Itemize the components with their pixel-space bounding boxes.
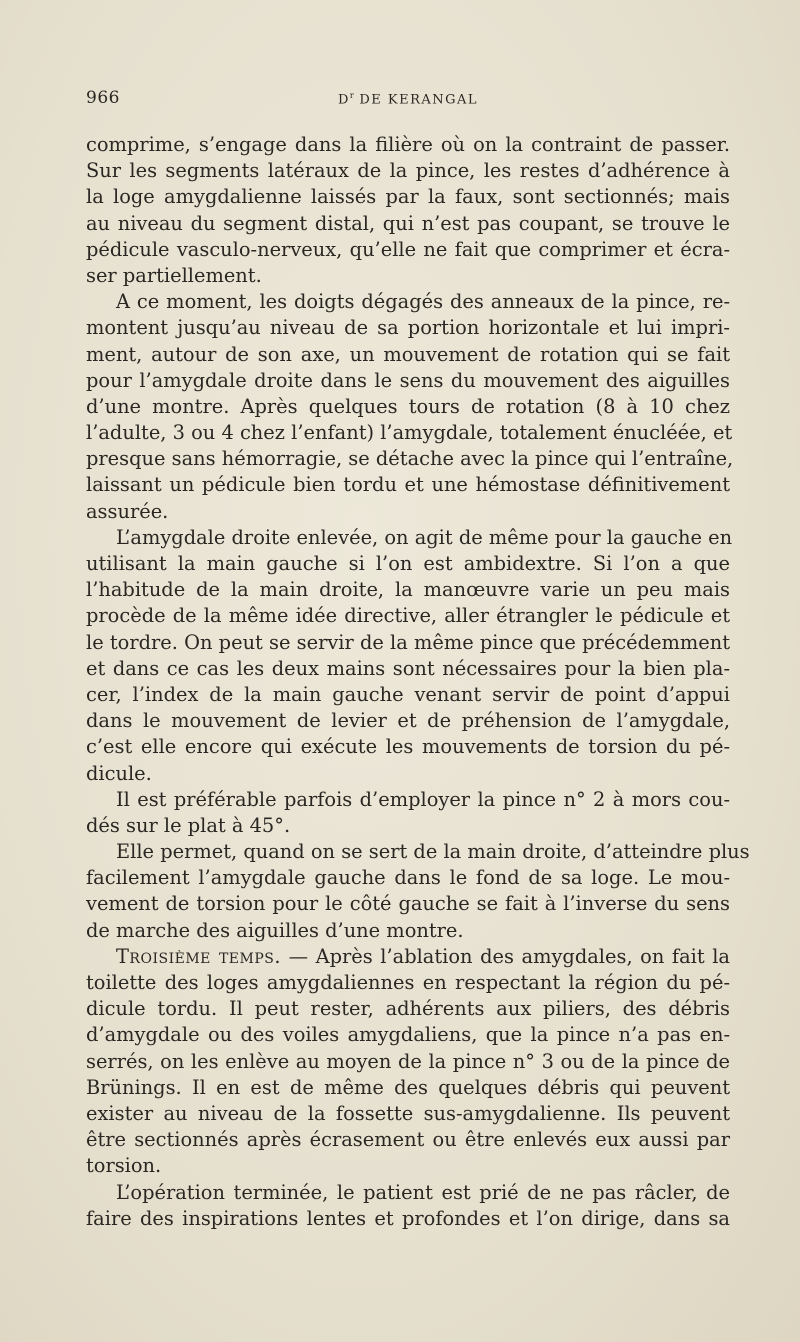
running-head xyxy=(86,91,730,107)
text-line: L’opération terminée, le patient est prié de ne pas râcler, de xyxy=(116,1180,730,1204)
text-line: dans le mouvement de levier et de préhension de l’amygdale, xyxy=(86,709,730,733)
text-line: faire des inspirations lentes et profondes et l’on dirige, dans sa xyxy=(86,1206,730,1230)
text-line: serrés, on les enlève au moyen de la pince n° 3 ou de la pince de xyxy=(86,1049,730,1073)
text-line: ser partiellement. xyxy=(86,263,262,287)
text-line: dicule. xyxy=(86,761,152,785)
author-sup: r xyxy=(349,91,354,100)
text-line: Brünings. Il en est de même des quelques débris qui peuvent xyxy=(86,1075,730,1099)
text-line: Il est préférable parfois d’employer la pince n° 2 à mors cou- xyxy=(116,787,730,811)
text-line: facilement l’amygdale gauche dans le fond de sa loge. Le mou- xyxy=(86,866,730,890)
text-line: dicule tordu. Il peut rester, adhérents aux piliers, des débris xyxy=(86,997,730,1021)
text-line: ment, autour de son axe, un mouvement de rotation qui se fait xyxy=(86,342,730,366)
text-line: utilisant la main gauche si l’on est ambidextre. Si l’on a que xyxy=(86,552,730,575)
text-line: cer, l’index de la main gauche venant servir de point d’appui xyxy=(86,682,730,706)
text-line: assurée. xyxy=(86,499,169,523)
page-header xyxy=(86,88,730,114)
text-line: dés sur le plat à 45°. xyxy=(86,813,291,837)
text-line: au niveau du segment distal, qui n’est pas coupant, se trouve le xyxy=(86,211,730,235)
text-line: c’est elle encore qui exécute les mouvements de torsion du pé- xyxy=(86,735,730,759)
text-line: torsion. xyxy=(86,1154,162,1178)
text-line: le tordre. On peut se servir de la même pince que précédemment xyxy=(86,630,730,654)
text-line: montent jusqu’au niveau de sa portion horizontale et lui impri- xyxy=(86,316,730,340)
text-line: — Après l’ablation des amygdales, on fait la xyxy=(281,944,730,968)
text-line: de marche des aiguilles d’une montre. xyxy=(86,918,464,942)
text-line: Elle permet, quand on se sert de la main droite, d’atteindre plus xyxy=(116,840,750,864)
text-line: procède de la même idée directive, aller étrangler le pédicule et xyxy=(86,604,730,628)
text-line: être sectionnés après écrasement ou être enlevés eux aussi par xyxy=(86,1128,730,1152)
author-name: DE KERANGAL xyxy=(359,92,479,108)
text-line: et dans ce cas les deux mains sont nécessaires pour la bien pla- xyxy=(86,656,730,680)
text-line: L’amygdale droite enlevée, on agit de même pour la gauche en xyxy=(116,525,733,549)
text-line: pédicule vasculo-nerveux, qu’elle ne fait que comprimer et écra- xyxy=(86,237,730,261)
text-line: pour l’amygdale droite dans le sens du mouvement des aiguilles xyxy=(86,368,730,392)
text-line: presque sans hémorragie, se détache avec la pince qui l’entraîne, xyxy=(86,447,734,471)
text-line: vement de torsion pour le côté gauche se fait à l’inverse du sens xyxy=(86,892,730,916)
text-line: d’une montre. Après quelques tours de rotation (8 à 10 chez xyxy=(86,394,730,418)
text-line: toilette des loges amygdaliennes en respectant la région du pé- xyxy=(86,971,730,994)
text-line: laissant un pédicule bien tordu et une hémostase définitivement xyxy=(86,473,730,497)
text-line: la loge amygdalienne laissés par la faux, sont sectionnés; mais xyxy=(86,185,730,209)
text-line: l’habitude de la main droite, la manœuvre varie un peu mais xyxy=(86,578,730,602)
text-line: A ce moment, les doigts dégagés des anneaux de la pince, re- xyxy=(116,290,730,314)
body-text xyxy=(86,132,750,1232)
text-line: comprime, s’engage dans la filière où on la contraint de passer. xyxy=(86,133,730,156)
page-number: 966 xyxy=(86,88,120,108)
text-line: l’adulte, 3 ou 4 chez l’enfant) l’amygdale, totalement énucléée, et xyxy=(86,421,733,445)
text-line: d’amygdale ou des voiles amygdaliens, que la pince n’a pas en- xyxy=(86,1023,730,1047)
section-line xyxy=(86,944,730,970)
section-heading: Troisième temps. xyxy=(116,944,282,968)
author-prefix: D xyxy=(337,92,350,108)
text-line: Sur les segments latéraux de la pince, les restes d’adhérence à xyxy=(86,159,730,183)
text-line: exister au niveau de la fossette sus-amygdalienne. Ils peuvent xyxy=(86,1101,730,1125)
